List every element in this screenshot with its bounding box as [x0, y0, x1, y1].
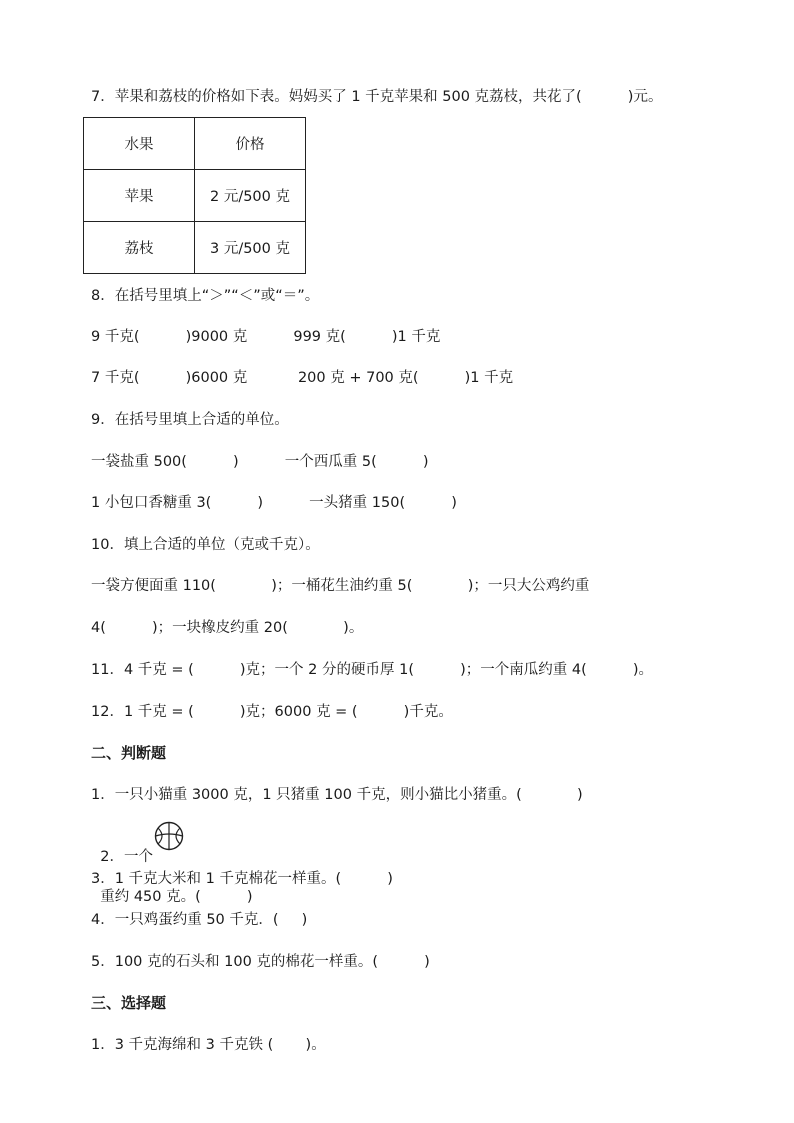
- table-header-cell: 价格: [195, 118, 306, 170]
- judge-question-4: 4．一只鸡蛋约重 50 千克．( ): [91, 912, 308, 928]
- question-9-line-1: 一袋盐重 500( ) 一个西瓜重 5( ): [91, 454, 429, 470]
- judge-question-2-prefix: 2．一个: [100, 849, 153, 865]
- section-heading-judgement: 二、判断题: [91, 744, 167, 762]
- table-row: [84, 222, 306, 274]
- table-cell: 荔枝: [84, 222, 195, 274]
- question-8-line-2: 7 千克( )6000 克 200 克 + 700 克( )1 千克: [91, 370, 514, 386]
- question-10-line-1: 一袋方便面重 110( )；一桶花生油约重 5( )；一只大公鸡约重: [91, 578, 590, 594]
- basketball-icon: [154, 821, 184, 851]
- table-cell: 2 元/500 克: [195, 170, 306, 222]
- judge-question-1: 1．一只小猫重 3000 克，1 只猪重 100 千克，则小猫比小猪重。( ): [91, 787, 583, 803]
- judge-question-2-suffix: 重约 450 克。( ): [100, 889, 253, 905]
- choice-question-1: 1．3 千克海绵和 3 千克铁 ( )。: [91, 1037, 326, 1053]
- table-cell: 3 元/500 克: [195, 222, 306, 274]
- question-7: 7．苹果和荔枝的价格如下表。妈妈买了 1 千克苹果和 500 克荔枝，共花了( )元。: [91, 89, 663, 105]
- question-9: 9．在括号里填上合适的单位。: [91, 412, 289, 428]
- table-row: [84, 118, 306, 170]
- judge-question-5: 5．100 克的石头和 100 克的棉花一样重。( ): [91, 954, 430, 970]
- question-9-line-2: 1 小包口香糖重 3( ) 一头猪重 150( ): [91, 495, 457, 511]
- judge-question-3: 3．1 千克大米和 1 千克棉花一样重。( ): [91, 871, 393, 887]
- question-8-line-1: 9 千克( )9000 克 999 克( )1 千克: [91, 329, 441, 345]
- table-cell: 苹果: [84, 170, 195, 222]
- question-11: 11．4 千克 = ( )克；一个 2 分的硬币厚 1( )；一个南瓜约重 4( )。: [91, 662, 653, 678]
- table-header-cell: 水果: [84, 118, 195, 170]
- question-12: 12．1 千克 = ( )克；6000 克 = ( )千克。: [91, 704, 453, 720]
- table-row: [84, 170, 306, 222]
- question-10-line-2: 4( )；一块橡皮约重 20( )。: [91, 620, 364, 636]
- price-table: [83, 117, 306, 274]
- question-10: 10．填上合适的单位（克或千克）。: [91, 537, 320, 553]
- section-heading-choice: 三、选择题: [91, 994, 167, 1012]
- question-8: 8．在括号里填上“＞”“＜”或“＝”。: [91, 288, 320, 304]
